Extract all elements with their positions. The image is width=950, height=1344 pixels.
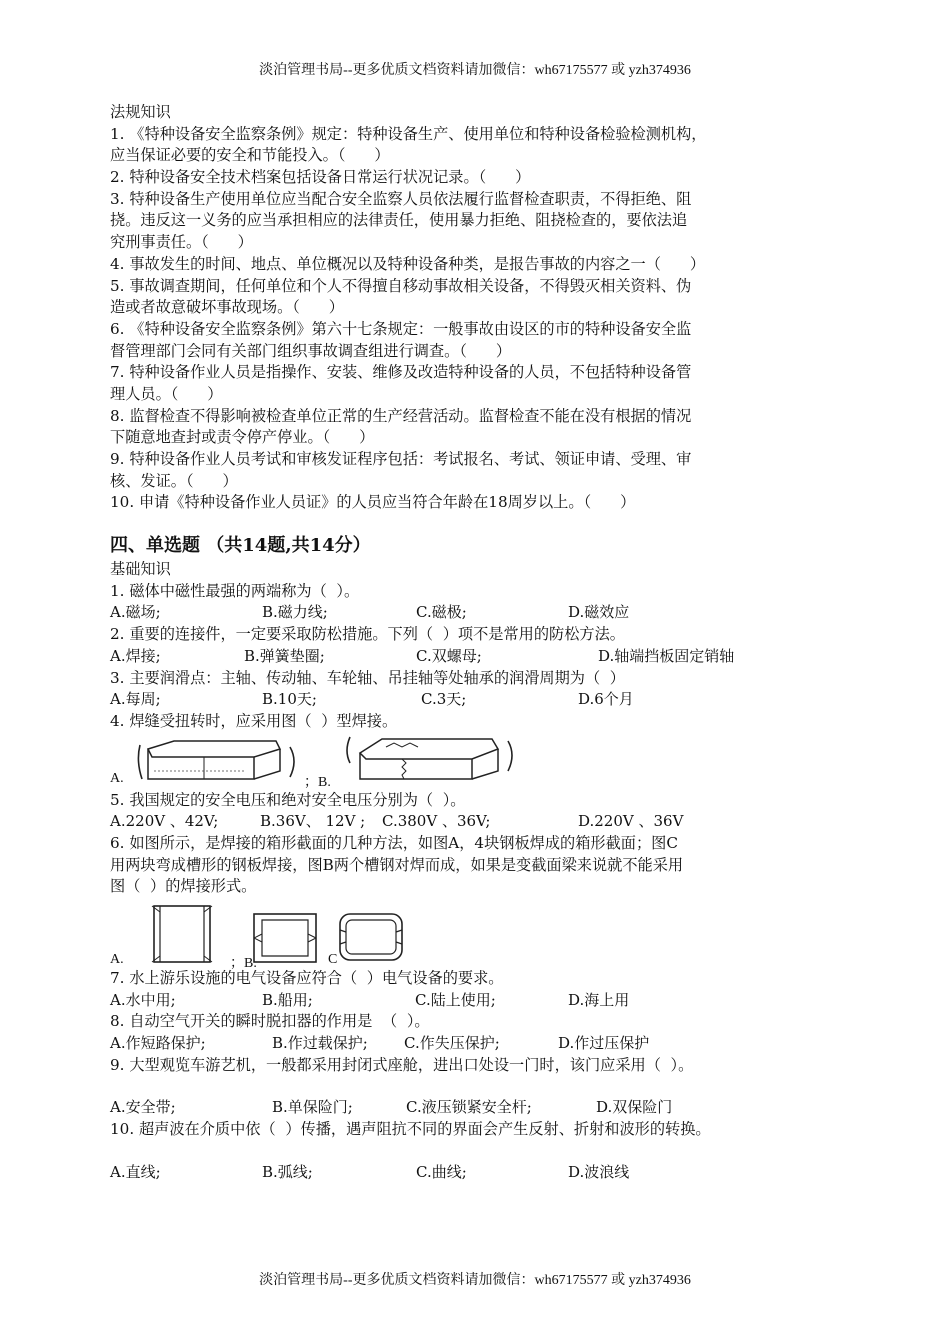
law-section — [110, 102, 860, 514]
option-c: C.380V 、36V; — [382, 812, 491, 831]
weld-figure-b — [342, 733, 520, 785]
law-line: 7. 特种设备作业人员是指操作、安装、维修及改造特种设备的人员，不包括特种设备管 — [110, 363, 692, 382]
option-b: B.弹簧垫圈; — [244, 646, 325, 665]
question-6-line: 图（ ）的焊接形式。 — [110, 877, 257, 896]
option-d: D.双保险门 — [596, 1098, 673, 1117]
figure-a-label: A. — [110, 952, 124, 967]
option-b: B.作过载保护; — [272, 1034, 368, 1053]
option-b: B.磁力线; — [262, 603, 328, 622]
question-7-options — [110, 990, 860, 1012]
question-6-line: 6. 如图所示，是焊接的箱形截面的几种方法，如图A，4块钢板焊成的箱形截面；图C — [110, 833, 678, 852]
option-d: D.海上用 — [568, 990, 630, 1009]
law-line: 督管理部门会同有关部门组织事故调查组进行调查。（ ） — [110, 341, 512, 360]
weld-figure-a — [134, 735, 304, 787]
option-d: D.6个月 — [578, 690, 634, 709]
box-section-c — [336, 910, 408, 966]
figure-b-label: ；B. — [304, 774, 331, 790]
question-1-options — [110, 602, 860, 624]
box-section-b — [250, 910, 322, 966]
law-line: 9. 特种设备作业人员考试和审核发证程序包括：考试报名、考试、领证申请、受理、审 — [110, 450, 692, 468]
law-line: 5. 事故调查期间，任何单位和个人不得擅自移动事故相关设备，不得毁灭相关资料、伪 — [110, 276, 692, 295]
question-7: 7. 水上游乐设施的电气设备应符合（ ）电气设备的要求。 — [110, 969, 504, 987]
question-2: 2. 重要的连接件，一定要采取防松措施。下列（ ）项不是常用的防松方法。 — [110, 625, 625, 644]
law-line: 1. 《特种设备安全监察条例》规定：特种设备生产、使用单位和特种设备检验检测机构， — [110, 124, 707, 143]
law-line: 下随意地查封或责令停产停业。（ ） — [110, 428, 375, 447]
law-section-title: 法规知识 — [110, 103, 171, 121]
law-line: 造或者故意破坏事故现场。（ ） — [110, 298, 344, 317]
option-a: A.安全带; — [110, 1098, 176, 1117]
question-10: 10. 超声波在介质中依（ ）传播，遇声阻抗不同的界面会产生反射、折射和波形的转换。 — [110, 1120, 711, 1139]
option-d: D.作过压保护 — [558, 1034, 650, 1053]
question-2-options — [110, 646, 860, 668]
question-3-options — [110, 689, 860, 711]
option-a: A.220V 、42V; — [110, 812, 219, 831]
question-3: 3. 主要润滑点：主轴、传动轴、车轮轴、吊挂轴等处轴承的润滑周期为（ ） — [110, 668, 625, 687]
law-line: 8. 监督检查不得影响被检查单位正常的生产经营活动。监督检查不能在没有根据的情况 — [110, 406, 692, 425]
option-a: A.磁场; — [110, 603, 161, 622]
option-c: C.双螺母; — [416, 646, 482, 665]
question-5: 5. 我国规定的安全电压和绝对安全电压分别为（ ）。 — [110, 790, 466, 809]
section-heading: 四、单选题 （共14题,共14分） — [110, 535, 371, 557]
law-line: 4. 事故发生的时间、地点、单位概况以及特种设备种类，是报告事故的内容之一（ ） — [110, 254, 706, 273]
option-d: D.轴端挡板固定销轴 — [598, 646, 735, 665]
figure-a-label: A. — [110, 770, 124, 786]
option-d: D.波浪线 — [568, 1162, 630, 1181]
option-b: B.36V、 12V ; — [260, 812, 366, 831]
law-line: 核、发证。（ ） — [110, 471, 238, 490]
option-c: C.曲线; — [416, 1162, 467, 1181]
question-8-options — [110, 1033, 860, 1055]
question-4-figures — [110, 733, 860, 790]
question-5-options — [110, 811, 860, 833]
question-10-options — [110, 1162, 860, 1184]
option-a: A.每周; — [110, 690, 161, 709]
law-line: 3. 特种设备生产使用单位应当配合安全监察人员依法履行监督检查职责，不得拒绝、阻 — [110, 189, 692, 208]
option-c: C.陆上使用; — [415, 990, 496, 1009]
option-c: C.3天; — [421, 690, 467, 709]
question-6-figures — [110, 898, 860, 971]
option-b: B.弧线; — [262, 1162, 313, 1181]
law-line: 挠。违反这一义务的应当承担相应的法律责任，使用暴力拒绝、阻挠检查的，要依法追 — [110, 211, 688, 230]
option-c: C.磁极; — [416, 603, 467, 622]
box-section-a — [150, 902, 216, 966]
option-c: C.作失压保护; — [404, 1034, 500, 1053]
question-9-options — [110, 1097, 860, 1119]
option-c: C.液压锁紧安全杆; — [406, 1098, 532, 1117]
law-line: 2. 特种设备安全技术档案包括设备日常运行状况记录。（ ） — [110, 168, 531, 187]
option-a: A.作短路保护; — [110, 1034, 206, 1053]
option-a: A.焊接; — [110, 646, 161, 665]
figure-b-label: ；B. — [230, 956, 257, 971]
law-line: 6. 《特种设备安全监察条例》第六十七条规定：一般事故由设区的市的特种设备安全监 — [110, 319, 692, 338]
law-line: 理人员。（ ） — [110, 384, 223, 403]
option-a: A.水中用; — [110, 990, 176, 1009]
option-d: D.220V 、36V — [578, 812, 684, 831]
option-b: B.船用; — [262, 990, 313, 1009]
law-line: 10. 申请《特种设备作业人员证》的人员应当符合年龄在18周岁以上。（ ） — [110, 493, 636, 512]
page-footer: 淡泊管理书局--更多优质文档资料请加微信：wh67175577 或 yzh374936 — [259, 1273, 691, 1288]
section-subtitle: 基础知识 — [110, 560, 171, 579]
page-header: 淡泊管理书局--更多优质文档资料请加微信：wh67175577 或 yzh374936 — [259, 63, 691, 78]
law-line: 究刑事责任。（ ） — [110, 233, 253, 252]
question-8: 8. 自动空气开关的瞬时脱扣器的作用是 （ ）。 — [110, 1012, 430, 1031]
question-4: 4. 焊缝受扭转时，应采用图（ ）型焊接。 — [110, 711, 398, 730]
document-body — [110, 102, 860, 1184]
question-6-line: 用两块弯成槽形的钢板焊接，图B两个槽钢对焊而成，如果是变截面梁来说就不能采用 — [110, 855, 684, 874]
question-9: 9. 大型观览车游艺机，一般都采用封闭式座舱，进出口处设一门时，该门应采用（ ）。 — [110, 1055, 694, 1074]
option-a: A.直线; — [110, 1162, 161, 1181]
figure-c-label: C — [328, 952, 338, 967]
option-b: B.单保险门; — [272, 1098, 353, 1117]
option-d: D.磁效应 — [568, 603, 630, 622]
question-1: 1. 磁体中磁性最强的两端称为（ ）。 — [110, 581, 360, 600]
option-b: B.10天; — [262, 690, 317, 709]
law-line: 应当保证必要的安全和节能投入。（ ） — [110, 146, 390, 165]
